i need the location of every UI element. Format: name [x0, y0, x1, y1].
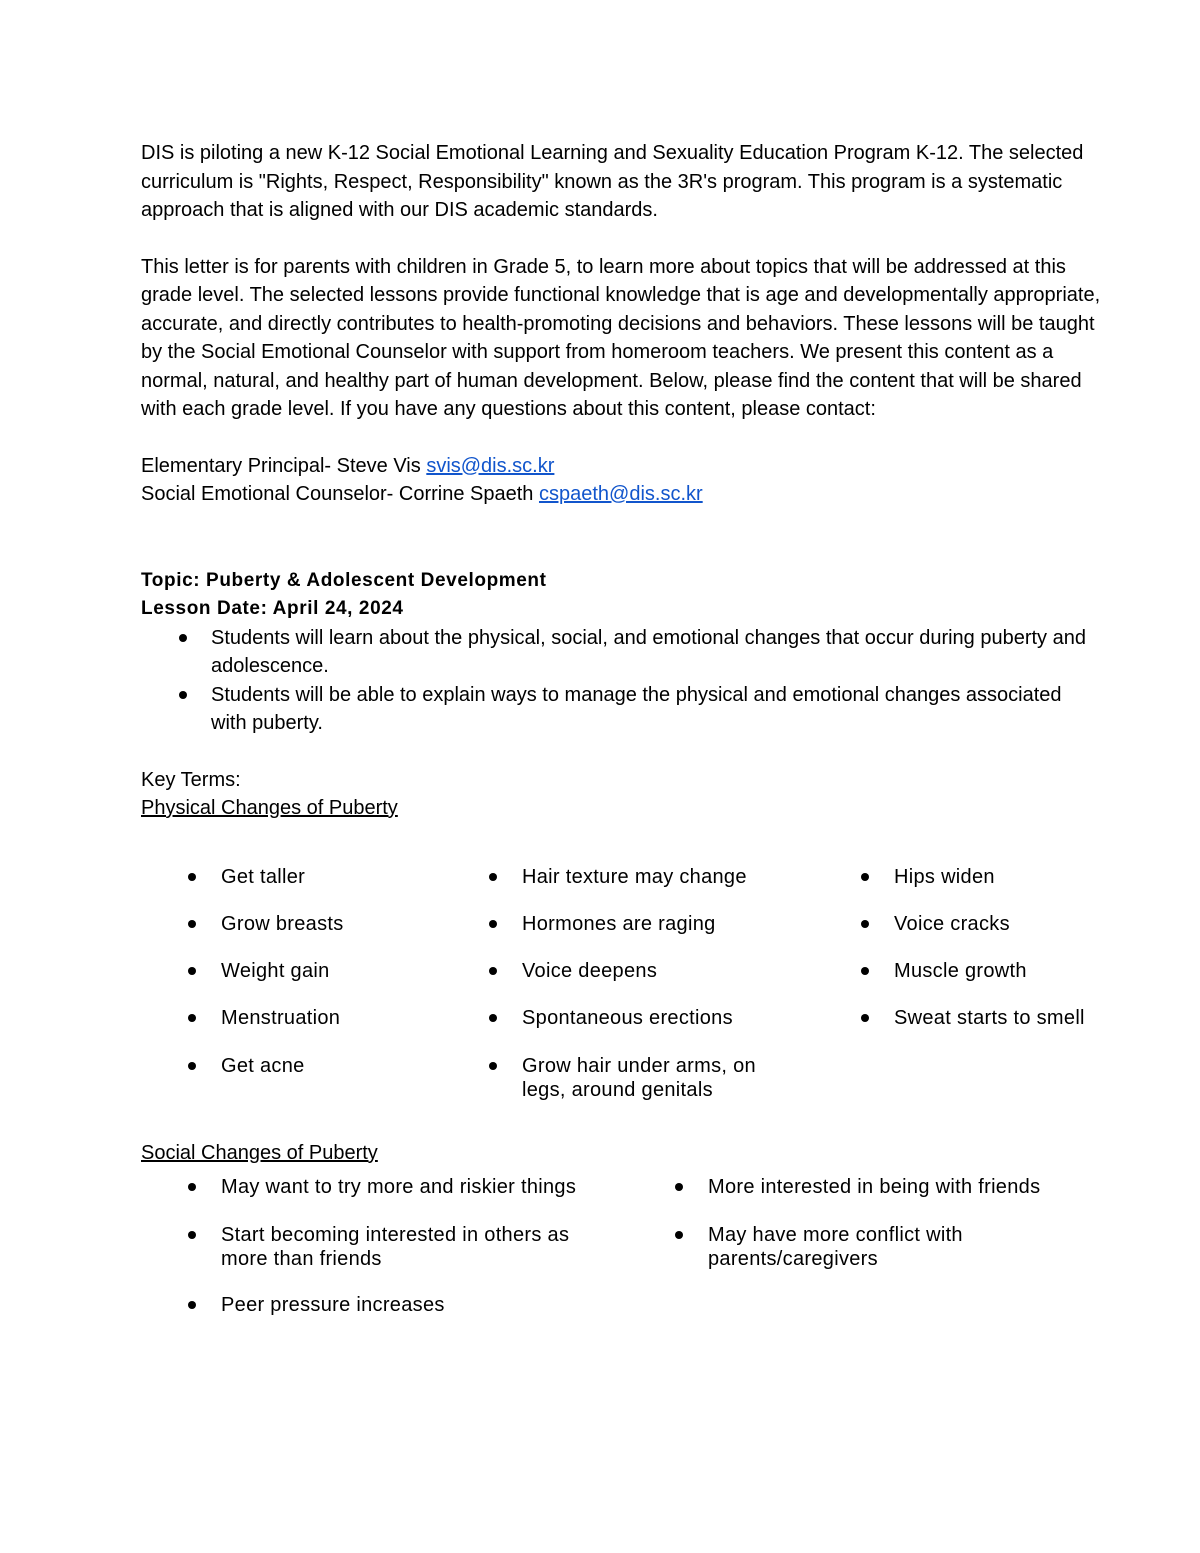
list-item: Students will learn about the physical, social, and emotional changes that occur during puberty and adolescence.	[141, 624, 1101, 681]
contact-counselor	[141, 480, 1101, 509]
bullet-icon	[489, 1014, 497, 1022]
bullet-icon	[489, 1062, 497, 1070]
list-item: Spontaneous erections	[522, 1006, 733, 1030]
bullet-icon	[188, 1231, 196, 1239]
physical-changes-heading: Physical Changes of Puberty	[141, 797, 398, 819]
list-item: Get acne	[221, 1054, 305, 1078]
list-item: More interested in being with friends	[708, 1175, 1040, 1199]
social-changes-grid	[141, 1175, 1101, 1325]
list-item: Voice deepens	[522, 959, 657, 983]
lesson-topic: Topic: Puberty & Adolescent Development	[141, 569, 547, 591]
list-item: Weight gain	[221, 959, 330, 983]
list-item: Hormones are raging	[522, 912, 716, 936]
objectives-list	[141, 624, 1101, 738]
list-item: Grow breasts	[221, 912, 344, 936]
list-item: Hair texture may change	[522, 865, 747, 889]
bullet-icon	[179, 691, 187, 699]
intro-paragraph-1: DIS is piloting a new K-12 Social Emotional Learning and Sexuality Education Program K-12. The selected curriculum is "Rights, Respect, Responsibility" known as the 3R's program. This program is a systematic approach that is aligned with our DIS academic standards.	[141, 142, 1084, 221]
bullet-icon	[188, 873, 196, 881]
counselor-email-link[interactable]: cspaeth@dis.sc.kr	[538, 483, 703, 505]
principal-email-link[interactable]: svis@dis.sc.kr	[426, 454, 555, 477]
list-item: May want to try more and riskier things	[221, 1175, 576, 1199]
contact-principal	[141, 452, 1101, 481]
key-terms-label: Key Terms:	[141, 768, 241, 791]
list-item: Sweat starts to smell	[894, 1006, 1085, 1030]
list-item: Peer pressure increases	[221, 1293, 445, 1317]
list-item: Hips widen	[894, 865, 995, 889]
bullet-icon	[188, 1183, 196, 1191]
bullet-icon	[675, 1231, 683, 1239]
list-item: Get taller	[221, 865, 305, 889]
bullet-icon	[179, 634, 187, 642]
list-item: Grow hair under arms, on legs, around genitals	[522, 1054, 792, 1102]
bullet-icon	[489, 920, 497, 928]
list-item: Muscle growth	[894, 959, 1027, 983]
bullet-icon	[188, 1014, 196, 1022]
bullet-icon	[188, 920, 196, 928]
bullet-icon	[489, 873, 497, 881]
bullet-icon	[188, 1062, 196, 1070]
bullet-icon	[861, 920, 869, 928]
intro-paragraph-2: This letter is for parents with children in Grade 5, to learn more about topics that will be addressed at this grade level. The selected lessons provide functional knowledge that is age and developmentally appropriate, accurate, and directly contributes to health-promoting decisions and behaviors. These lessons will be taught by the Social Emotional Counselor with support from homeroom teachers. We present this content as a normal, natural, and healthy part of human development. Below, please find the content that will be shared with each grade level. If you have any questions about this content, please contact:	[141, 255, 1101, 420]
bullet-icon	[188, 1301, 196, 1309]
bullet-icon	[861, 873, 869, 881]
bullet-icon	[489, 967, 497, 975]
list-item: May have more conflict with parents/caregivers	[708, 1223, 1008, 1271]
contact-counselor-label: Social Emotional Counselor- Corrine Spaeth	[141, 483, 534, 505]
physical-changes-grid	[141, 865, 1101, 1105]
list-item: Start becoming interested in others as more than friends	[221, 1223, 621, 1271]
contact-principal-label: Elementary Principal- Steve Vis	[141, 454, 421, 477]
lesson-date: Lesson Date: April 24, 2024	[141, 598, 404, 619]
list-item: Students will be able to explain ways to manage the physical and emotional changes associated with puberty.	[141, 681, 1101, 738]
list-item: Menstruation	[221, 1006, 340, 1030]
bullet-icon	[675, 1183, 683, 1191]
bullet-icon	[861, 1014, 869, 1022]
social-changes-heading: Social Changes of Puberty	[141, 1142, 378, 1164]
bullet-icon	[188, 967, 196, 975]
document-page	[141, 139, 1101, 1316]
list-item: Voice cracks	[894, 912, 1010, 936]
bullet-icon	[861, 967, 869, 975]
